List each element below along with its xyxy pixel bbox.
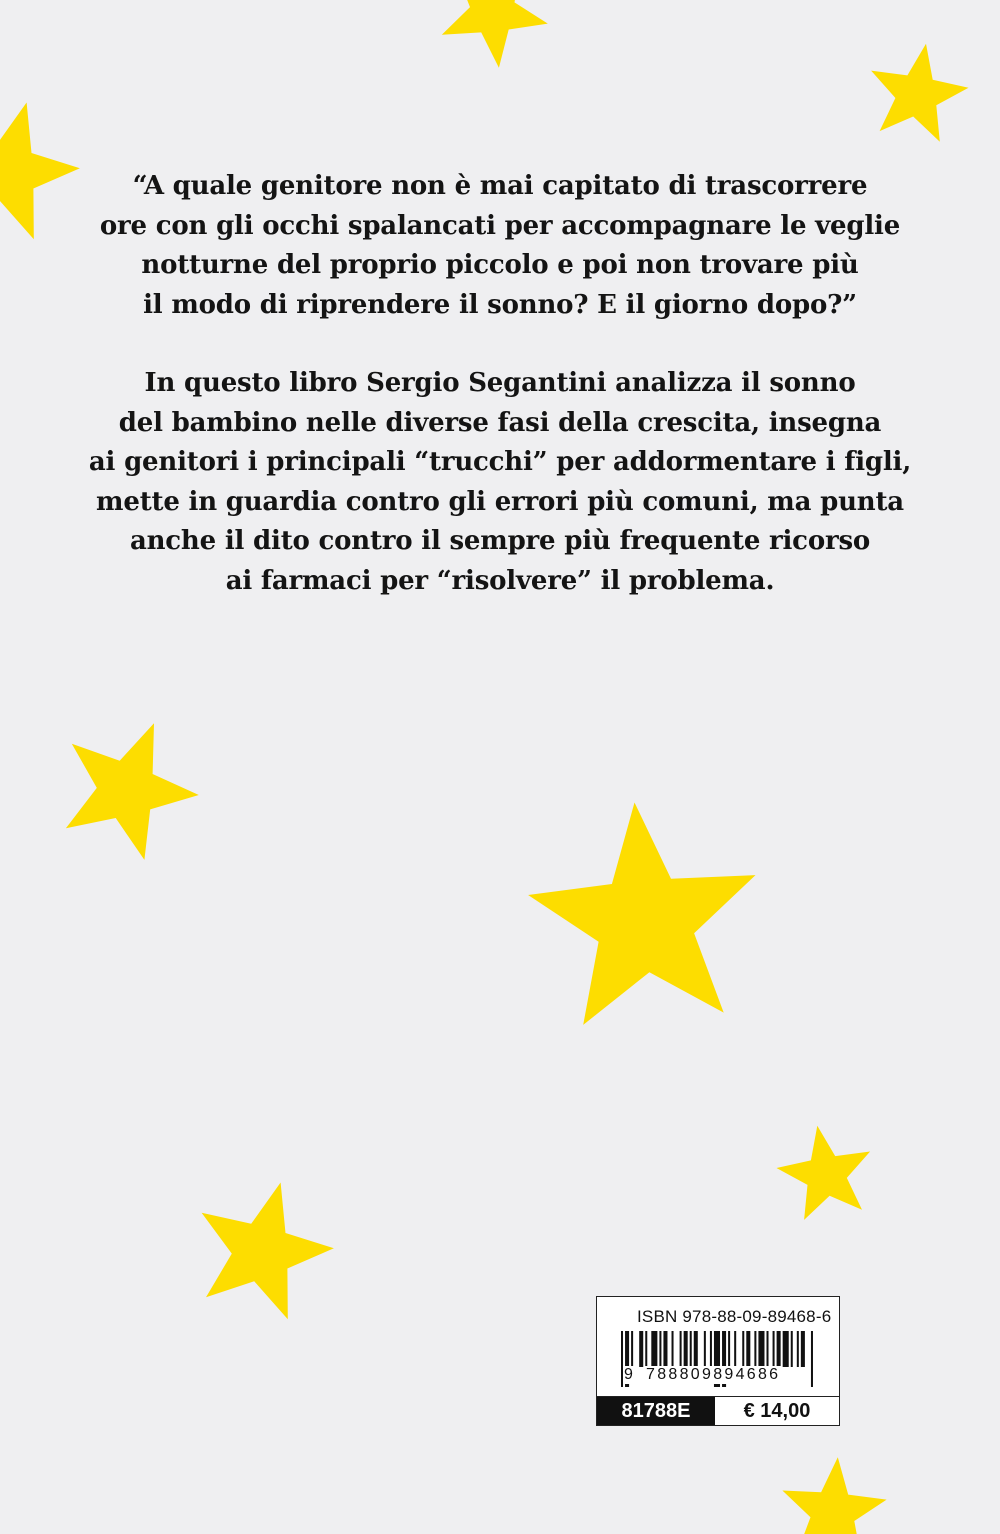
barcode-bar xyxy=(777,1331,781,1367)
description-line: anche il dito contro il sempre più frequente ricorso xyxy=(129,526,871,557)
star-icon xyxy=(782,1457,886,1534)
barcode-bar xyxy=(639,1331,643,1367)
star-icon xyxy=(871,44,968,142)
barcode-bar xyxy=(746,1331,750,1367)
barcode-bar xyxy=(680,1331,682,1367)
barcode-bar xyxy=(728,1331,730,1367)
description-line: ai farmaci per “risolvere” il problema. xyxy=(225,565,775,596)
barcode-bar xyxy=(758,1331,764,1367)
barcode-bar xyxy=(651,1331,657,1367)
star-icon xyxy=(777,1126,871,1220)
barcode-bar xyxy=(767,1331,769,1367)
star-icon xyxy=(202,1183,334,1320)
barcode-bar xyxy=(754,1331,756,1367)
barcode-bar xyxy=(684,1331,688,1367)
barcode-bottom-row xyxy=(597,1396,839,1425)
quote-line: ore con gli occhi spalancati per accompagnare le veglie xyxy=(99,210,901,241)
description-line: mette in guardia contro gli errori più comuni, ma punta xyxy=(96,486,904,517)
barcode-bar xyxy=(811,1331,813,1387)
isbn-label: ISBN 978-88-09-89468-6 xyxy=(637,1307,832,1326)
barcode-bar xyxy=(663,1331,667,1367)
barcode-bar xyxy=(645,1331,647,1367)
description-line: In questo libro Sergio Segantini analizza il sonno xyxy=(144,368,856,398)
barcode-first-digit: 9 xyxy=(624,1366,636,1383)
barcode-bar xyxy=(783,1331,789,1367)
barcode-bar xyxy=(797,1331,799,1367)
barcode-bar xyxy=(773,1331,775,1367)
barcode-bar xyxy=(672,1331,674,1367)
price: € 14,00 xyxy=(715,1397,839,1425)
quote-line: notturne del proprio piccolo e poi non trovare più xyxy=(141,250,859,281)
description-line: ai genitori i principali “trucchi” per addormentare i figli, xyxy=(88,447,912,478)
barcode-bar xyxy=(631,1331,633,1367)
star-icon xyxy=(442,0,548,68)
book-description xyxy=(60,364,940,602)
isbn-barcode-box xyxy=(596,1296,840,1426)
barcode-digits: 788809894686 xyxy=(646,1366,781,1383)
barcode-bar xyxy=(694,1331,698,1367)
quote-line: il modo di riprendere il sonno? E il giorno dopo?” xyxy=(143,289,857,320)
quote-line: “A quale genitore non è mai capitato di trascorrere xyxy=(132,171,868,201)
barcode-bar xyxy=(704,1331,706,1367)
barcode-bar xyxy=(710,1331,712,1367)
back-cover-quote xyxy=(60,167,940,325)
description-line: del bambino nelle diverse fasi della crescita, insegna xyxy=(118,407,882,438)
product-code: 81788E xyxy=(597,1397,715,1425)
barcode-bar xyxy=(742,1331,744,1367)
barcode-bar xyxy=(801,1331,805,1367)
barcode-bar xyxy=(791,1331,793,1367)
barcode-bar xyxy=(659,1331,661,1367)
barcode-bar xyxy=(734,1331,736,1367)
star-icon xyxy=(528,803,755,1025)
barcode-bar xyxy=(690,1331,692,1367)
star-icon xyxy=(66,723,199,860)
